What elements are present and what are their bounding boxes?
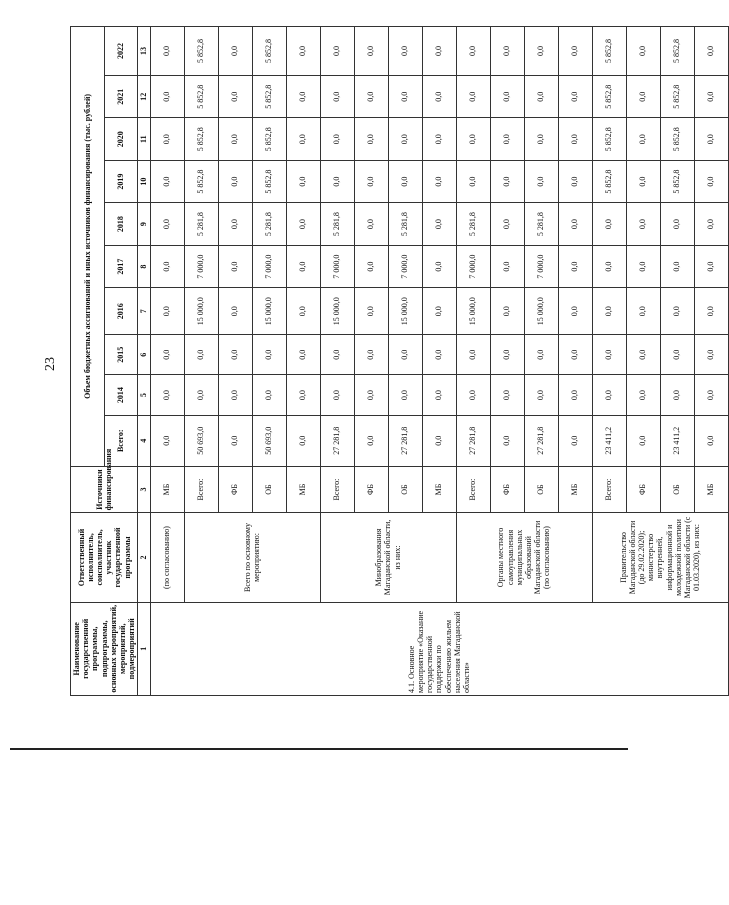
source-cell: ФБ: [218, 466, 252, 513]
value-cell: 0,0: [490, 118, 524, 160]
value-cell: 0,0: [490, 245, 524, 287]
executor-cell: Минобразования Магаданской области, из них:: [320, 513, 456, 602]
value-cell: 0,0: [558, 203, 592, 245]
value-cell: 0,0: [354, 288, 388, 335]
value-cell: 5 852,8: [660, 118, 694, 160]
value-cell: 5 852,8: [592, 160, 626, 202]
value-cell: 0,0: [490, 160, 524, 202]
value-cell: 0,0: [286, 160, 320, 202]
value-cell: 0,0: [218, 245, 252, 287]
value-cell: 0,0: [490, 288, 524, 335]
value-cell: 0,0: [592, 335, 626, 375]
value-cell: 0,0: [354, 160, 388, 202]
value-cell: 0,0: [422, 415, 456, 466]
executor-cell: Всего по основному мероприятию:: [184, 513, 320, 602]
value-cell: 7 000,0: [252, 245, 286, 287]
value-cell: 0,0: [218, 203, 252, 245]
header-colnum-cell: 8: [138, 245, 150, 287]
value-cell: 5 852,8: [184, 118, 218, 160]
header-source: Источники финансирования: [71, 466, 138, 513]
value-cell: 0,0: [694, 415, 728, 466]
value-cell: 0,0: [456, 76, 490, 118]
value-cell: 0,0: [388, 160, 422, 202]
table-row: [320, 27, 354, 696]
value-cell: 0,0: [524, 27, 558, 76]
source-cell: Всего:: [184, 466, 218, 513]
value-cell: 0,0: [354, 118, 388, 160]
header-financing-group: Объем бюджетных ассигнований и иных источников финансирования (тыс. рублей): [71, 27, 105, 467]
source-cell: Всего:: [456, 466, 490, 513]
value-cell: 5 852,8: [252, 118, 286, 160]
value-cell: 0,0: [354, 245, 388, 287]
value-cell: 0,0: [626, 288, 660, 335]
value-cell: 0,0: [354, 375, 388, 415]
value-cell: 0,0: [592, 203, 626, 245]
source-cell: ФБ: [490, 466, 524, 513]
value-cell: 5 852,8: [252, 27, 286, 76]
source-cell: ОБ: [252, 466, 286, 513]
value-cell: 0,0: [150, 245, 184, 287]
value-cell: 7 000,0: [184, 245, 218, 287]
value-cell: 0,0: [456, 160, 490, 202]
value-cell: 0,0: [626, 160, 660, 202]
value-cell: 0,0: [626, 415, 660, 466]
value-cell: 0,0: [694, 27, 728, 76]
value-cell: 0,0: [694, 76, 728, 118]
value-cell: 0,0: [286, 288, 320, 335]
value-cell: 7 000,0: [388, 245, 422, 287]
value-cell: 0,0: [456, 27, 490, 76]
value-cell: 0,0: [422, 288, 456, 335]
source-cell: МБ: [694, 466, 728, 513]
table-row: [184, 27, 218, 696]
source-cell: ФБ: [354, 466, 388, 513]
value-cell: 0,0: [354, 335, 388, 375]
value-cell: 0,0: [150, 160, 184, 202]
value-cell: 0,0: [252, 375, 286, 415]
value-cell: 0,0: [354, 76, 388, 118]
table-row: [456, 27, 490, 696]
source-cell: Всего:: [592, 466, 626, 513]
value-cell: 0,0: [218, 27, 252, 76]
header-colnum-cell: 10: [138, 160, 150, 202]
value-cell: 0,0: [558, 415, 592, 466]
value-cell: 0,0: [286, 245, 320, 287]
value-cell: 5 852,8: [660, 27, 694, 76]
rotated-page-area: [70, 26, 716, 696]
header-colnum-cell: 13: [138, 27, 150, 76]
value-cell: 0,0: [286, 118, 320, 160]
value-cell: 5 852,8: [660, 76, 694, 118]
value-cell: 0,0: [252, 335, 286, 375]
value-cell: 0,0: [286, 203, 320, 245]
value-cell: 0,0: [320, 335, 354, 375]
value-cell: 0,0: [592, 375, 626, 415]
header-year-cell: 2019: [104, 160, 138, 202]
header-colnum-cell: 3: [138, 466, 150, 513]
executor-cell: (по согласованию): [150, 513, 184, 602]
value-cell: 0,0: [286, 375, 320, 415]
value-cell: 0,0: [320, 160, 354, 202]
value-cell: 0,0: [524, 335, 558, 375]
value-cell: 27 281,8: [524, 415, 558, 466]
value-cell: 0,0: [422, 76, 456, 118]
value-cell: 0,0: [660, 335, 694, 375]
value-cell: 15 000,0: [388, 288, 422, 335]
value-cell: 0,0: [320, 375, 354, 415]
value-cell: 23 411,2: [660, 415, 694, 466]
table-row: [592, 27, 626, 696]
header-colnum-cell: 9: [138, 203, 150, 245]
value-cell: 0,0: [388, 118, 422, 160]
source-cell: МБ: [558, 466, 592, 513]
value-cell: 0,0: [592, 288, 626, 335]
header-row-colnums: [138, 27, 150, 696]
value-cell: 7 000,0: [456, 245, 490, 287]
value-cell: 0,0: [558, 118, 592, 160]
value-cell: 0,0: [558, 160, 592, 202]
value-cell: 0,0: [490, 203, 524, 245]
page-number: 23: [43, 357, 58, 371]
value-cell: 5 281,8: [252, 203, 286, 245]
value-cell: 0,0: [626, 27, 660, 76]
value-cell: 7 000,0: [320, 245, 354, 287]
value-cell: 5 852,8: [184, 27, 218, 76]
value-cell: 0,0: [354, 415, 388, 466]
value-cell: 0,0: [558, 375, 592, 415]
header-year-cell: 2015: [104, 335, 138, 375]
value-cell: 15 000,0: [252, 288, 286, 335]
value-cell: 0,0: [286, 335, 320, 375]
value-cell: 0,0: [218, 76, 252, 118]
value-cell: 5 281,8: [320, 203, 354, 245]
header-colnum-cell: 2: [138, 513, 150, 602]
value-cell: 5 852,8: [592, 27, 626, 76]
table-row: [150, 27, 184, 696]
header-year-cell: Всего:: [104, 415, 138, 466]
header-colnum-cell: 5: [138, 375, 150, 415]
value-cell: 5 281,8: [456, 203, 490, 245]
rotated-table-container: [70, 26, 716, 696]
value-cell: 0,0: [218, 415, 252, 466]
financing-table: [70, 26, 729, 696]
header-year-cell: 2022: [104, 27, 138, 76]
value-cell: 0,0: [626, 245, 660, 287]
value-cell: 0,0: [320, 118, 354, 160]
value-cell: 0,0: [558, 245, 592, 287]
value-cell: 0,0: [524, 160, 558, 202]
value-cell: 0,0: [490, 27, 524, 76]
value-cell: 0,0: [558, 335, 592, 375]
page-divider-line: [10, 748, 628, 750]
value-cell: 0,0: [524, 76, 558, 118]
value-cell: 5 281,8: [524, 203, 558, 245]
value-cell: 5 852,8: [252, 160, 286, 202]
value-cell: 5 852,8: [184, 76, 218, 118]
header-colnum-cell: 6: [138, 335, 150, 375]
source-cell: ФБ: [626, 466, 660, 513]
header-year-cell: 2017: [104, 245, 138, 287]
value-cell: 0,0: [626, 335, 660, 375]
value-cell: 0,0: [320, 76, 354, 118]
value-cell: 0,0: [218, 288, 252, 335]
header-year-cell: 2014: [104, 375, 138, 415]
value-cell: 0,0: [150, 375, 184, 415]
header-colnum-cell: 7: [138, 288, 150, 335]
value-cell: 5 281,8: [184, 203, 218, 245]
value-cell: 0,0: [456, 335, 490, 375]
value-cell: 0,0: [626, 118, 660, 160]
value-cell: 15 000,0: [184, 288, 218, 335]
value-cell: 0,0: [694, 375, 728, 415]
value-cell: 27 281,8: [456, 415, 490, 466]
value-cell: 0,0: [286, 27, 320, 76]
value-cell: 0,0: [558, 76, 592, 118]
value-cell: 0,0: [184, 375, 218, 415]
executor-cell: Правительство Магаданской области (до 29.02.2020); министерство внутренней, информационной и молодежной политики Магаданской области (с 01.03.2020), из них:: [592, 513, 728, 602]
value-cell: 0,0: [422, 160, 456, 202]
value-cell: 15 000,0: [320, 288, 354, 335]
value-cell: 15 000,0: [524, 288, 558, 335]
value-cell: 5 281,8: [388, 203, 422, 245]
value-cell: 0,0: [218, 335, 252, 375]
source-cell: ОБ: [388, 466, 422, 513]
source-cell: МБ: [150, 466, 184, 513]
value-cell: 5 852,8: [592, 76, 626, 118]
value-cell: 0,0: [490, 415, 524, 466]
value-cell: 0,0: [422, 203, 456, 245]
header-year-cell: 2020: [104, 118, 138, 160]
source-cell: ОБ: [660, 466, 694, 513]
header-row-main: [71, 27, 105, 696]
header-year-cell: 2021: [104, 76, 138, 118]
value-cell: 0,0: [660, 288, 694, 335]
value-cell: 5 852,8: [592, 118, 626, 160]
value-cell: 15 000,0: [456, 288, 490, 335]
value-cell: 0,0: [694, 203, 728, 245]
value-cell: 0,0: [320, 27, 354, 76]
value-cell: 0,0: [626, 76, 660, 118]
value-cell: 0,0: [422, 245, 456, 287]
executor-cell: Органы местного самоуправления муниципальных образований Магаданской области (по согласованию): [456, 513, 592, 602]
value-cell: 0,0: [218, 375, 252, 415]
header-year-cell: 2018: [104, 203, 138, 245]
value-cell: 0,0: [422, 375, 456, 415]
header-colnum-cell: 4: [138, 415, 150, 466]
header-year-cell: 2016: [104, 288, 138, 335]
value-cell: 0,0: [388, 27, 422, 76]
value-cell: 0,0: [286, 415, 320, 466]
value-cell: 0,0: [150, 415, 184, 466]
source-cell: Всего:: [320, 466, 354, 513]
value-cell: 0,0: [150, 203, 184, 245]
value-cell: 0,0: [184, 335, 218, 375]
value-cell: 0,0: [626, 203, 660, 245]
value-cell: 0,0: [150, 27, 184, 76]
value-cell: 0,0: [490, 375, 524, 415]
value-cell: 0,0: [524, 118, 558, 160]
value-cell: 0,0: [388, 76, 422, 118]
value-cell: 0,0: [694, 245, 728, 287]
value-cell: 0,0: [150, 288, 184, 335]
value-cell: 0,0: [422, 118, 456, 160]
header-colnum-cell: 1: [138, 602, 150, 695]
value-cell: 50 693,0: [252, 415, 286, 466]
value-cell: 0,0: [150, 335, 184, 375]
value-cell: 50 693,0: [184, 415, 218, 466]
value-cell: 0,0: [218, 118, 252, 160]
value-cell: 5 852,8: [252, 76, 286, 118]
value-cell: 5 852,8: [660, 160, 694, 202]
value-cell: 0,0: [524, 375, 558, 415]
value-cell: 0,0: [490, 76, 524, 118]
value-cell: 0,0: [354, 27, 388, 76]
value-cell: 0,0: [490, 335, 524, 375]
value-cell: 23 411,2: [592, 415, 626, 466]
value-cell: 0,0: [150, 118, 184, 160]
value-cell: 0,0: [694, 118, 728, 160]
value-cell: 0,0: [660, 375, 694, 415]
value-cell: 0,0: [558, 288, 592, 335]
value-cell: 0,0: [218, 160, 252, 202]
value-cell: 7 000,0: [524, 245, 558, 287]
header-executor: Ответственный исполнитель, соисполнитель, участник государственной программы: [71, 513, 138, 602]
value-cell: 0,0: [388, 375, 422, 415]
value-cell: 0,0: [694, 160, 728, 202]
header-colnum-cell: 11: [138, 118, 150, 160]
value-cell: 27 281,8: [388, 415, 422, 466]
measure-name-cell: 4.1. Основное мероприятие «Оказание государственной поддержки по обеспечению жильем населения Магаданской области»: [150, 602, 728, 695]
value-cell: 27 281,8: [320, 415, 354, 466]
value-cell: 0,0: [660, 203, 694, 245]
value-cell: 5 852,8: [184, 160, 218, 202]
value-cell: 0,0: [592, 245, 626, 287]
source-cell: ОБ: [524, 466, 558, 513]
source-cell: МБ: [422, 466, 456, 513]
value-cell: 0,0: [626, 375, 660, 415]
header-name: Наименование государственной программы, подпрограммы, основных мероприятий, мероприятий, подмероприятий: [71, 602, 138, 695]
value-cell: 0,0: [354, 203, 388, 245]
value-cell: 0,0: [422, 27, 456, 76]
value-cell: 0,0: [456, 375, 490, 415]
value-cell: 0,0: [694, 288, 728, 335]
table-body: [150, 27, 728, 696]
value-cell: 0,0: [422, 335, 456, 375]
value-cell: 0,0: [694, 335, 728, 375]
value-cell: 0,0: [558, 27, 592, 76]
value-cell: 0,0: [456, 118, 490, 160]
value-cell: 0,0: [660, 245, 694, 287]
value-cell: 0,0: [150, 76, 184, 118]
header-colnum-cell: 12: [138, 76, 150, 118]
value-cell: 0,0: [388, 335, 422, 375]
source-cell: МБ: [286, 466, 320, 513]
value-cell: 0,0: [286, 76, 320, 118]
